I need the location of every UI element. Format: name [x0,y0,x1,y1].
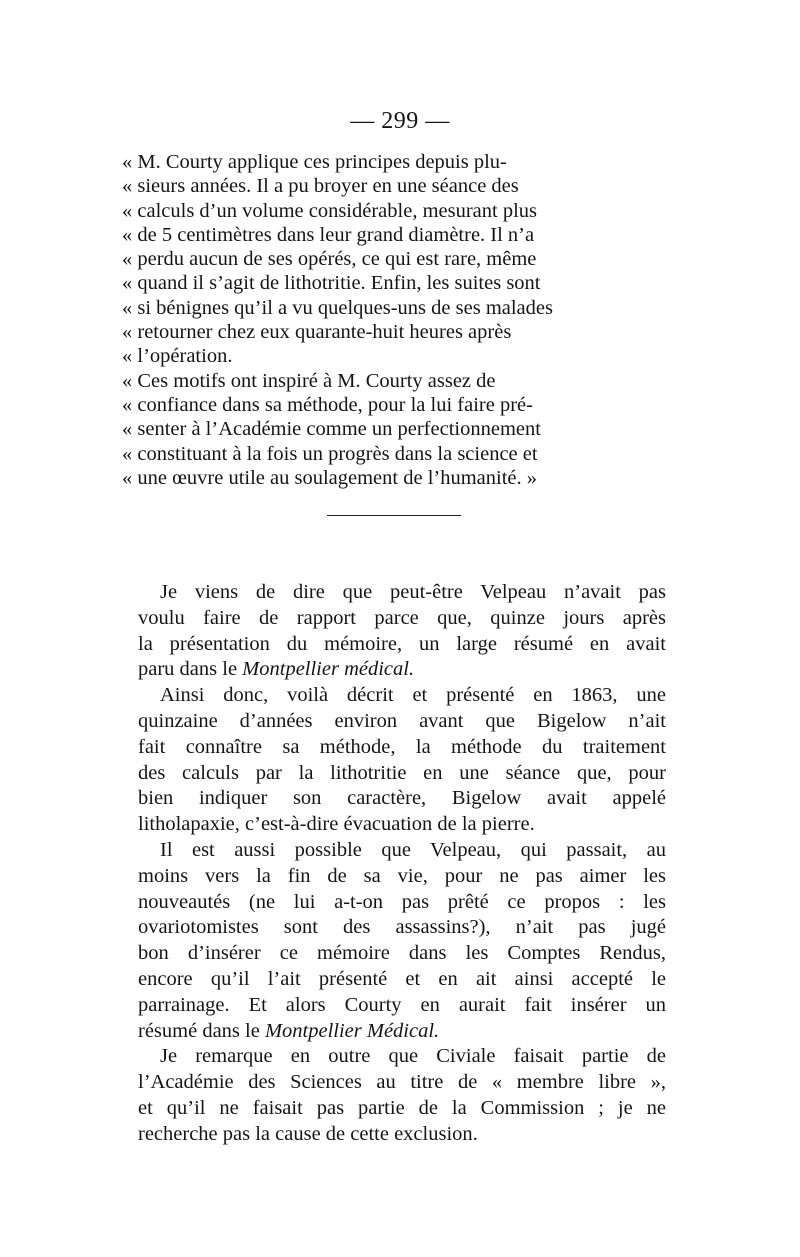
body-line: recherche pas la cause de cette exclusion. [138,1122,478,1145]
body-line: quinzaine d’années environ avant que Bigelow n’ait [138,709,666,732]
body-line: bien indiquer son caractère, Bigelow avait appelé [138,787,666,810]
body-line: bon d’insérer ce mémoire dans les Comptes Rendus, [138,942,666,965]
quote-line: « retourner chez eux quarante-huit heures après [122,321,512,344]
body-line [138,657,666,683]
body-line: Ainsi donc, voilà décrit et présenté en 1863, une [160,684,666,707]
body-line: litholapaxie, c’est-à-dire évacuation de la pierre. [138,813,535,836]
quote-line: « perdu aucun de ses opérés, ce qui est rare, même [122,248,537,271]
journal-title: Montpellier médical. [242,658,415,681]
body-line: et qu’il ne faisait pas partie de la Commission ; je ne [138,1096,666,1119]
body-line [138,1019,666,1045]
quote-line: « si bénignes qu’il a vu quelques-uns de ses malades [122,296,553,319]
page-number: — 299 — [350,108,450,134]
body-line: des calculs par la lithotritie en une séance que, pour [138,761,666,784]
body-line: Je viens de dire que peut-être Velpeau n’avait pas [160,581,666,603]
quote-line: « sieurs années. Il a pu broyer en une séance des [122,175,519,198]
body-line: voulu faire de rapport parce que, quinze jours après [138,606,666,629]
body-line: la présentation du mémoire, un large résumé en avait [138,632,666,655]
journal-title: Montpellier Médical. [264,1019,440,1042]
line-text: résumé dans le [138,1019,265,1042]
quote-line: « une œuvre utile au soulagement de l’humanité. » [122,466,538,489]
quote-line: « quand il s’agit de lithotritie. Enfin, les suites sont [122,272,541,295]
body-line: moins vers la fin de sa vie, pour ne pas aimer les [138,864,666,887]
quote-line: « M. Courty applique ces principes depuis plu- [122,151,507,173]
quote-line: « calculs d’un volume considérable, mesurant plus [122,199,538,222]
body-line: Je remarque en outre que Civiale faisait partie de [160,1045,666,1068]
body-line: ovariotomistes sont des assassins?), n’ait pas jugé [138,916,666,939]
body-text [138,580,666,1148]
line-text: paru dans le [138,658,243,681]
body-line: Il est aussi possible que Velpeau, qui passait, au [160,838,666,861]
body-line: fait connaître sa méthode, la méthode du traitement [138,735,666,758]
quote-line: « constituant à la fois un progrès dans la science et [122,442,538,465]
quote-line: « confiance dans sa méthode, pour la lui faire pré- [122,393,533,416]
quote-line: « Ces motifs ont inspiré à M. Courty assez de [122,369,496,392]
quoted-report [122,150,652,490]
body-line: parrainage. Et alors Courty en aurait fait insérer un [138,993,666,1016]
body-line: l’Académie des Sciences au titre de « membre libre », [138,1071,666,1094]
quote-line: « senter à l’Académie comme un perfectionnement [122,418,541,441]
body-line: nouveautés (ne lui a-t-on pas prêté ce propos : les [138,890,666,913]
quote-line: « l’opération. [122,345,233,368]
section-divider [327,515,461,516]
body-line: encore qu’il l’ait présenté et en ait ainsi accepté le [138,967,666,990]
quote-line: « de 5 centimètres dans leur grand diamètre. Il n’a [122,223,535,246]
